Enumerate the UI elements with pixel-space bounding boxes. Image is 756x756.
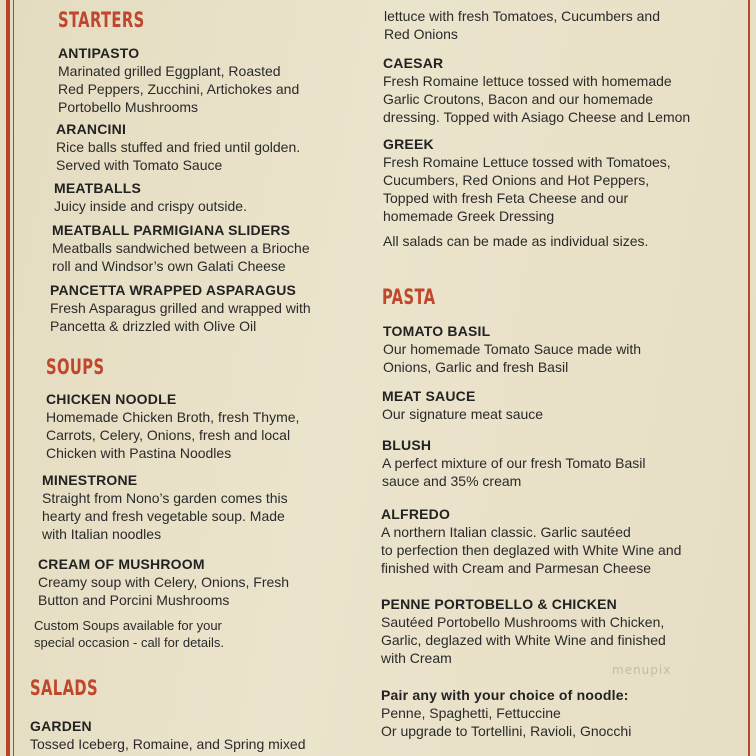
menu-item-greek bbox=[383, 135, 671, 225]
menu-border-left-inner bbox=[13, 0, 14, 756]
item-name: MEATBALL PARMIGIANA SLIDERS bbox=[52, 222, 291, 238]
item-description: Fresh Asparagus grilled and wrapped with Pancetta & drizzled with Olive Oil bbox=[50, 300, 311, 334]
item-name: ALFREDO bbox=[381, 506, 451, 522]
item-name: PANCETTA WRAPPED ASPARAGUS bbox=[50, 282, 297, 298]
item-description: Our signature meat sauce bbox=[382, 406, 544, 422]
item-name: MEAT SAUCE bbox=[382, 388, 476, 404]
item-description: Homemade Chicken Broth, fresh Thyme, Carrots, Celery, Onions, fresh and local Chicken with Pastina Noodles bbox=[46, 409, 300, 461]
item-description: Juicy inside and crispy outside. bbox=[54, 198, 247, 214]
soups-heading: SOUPS bbox=[46, 355, 105, 379]
item-name: BLUSH bbox=[382, 437, 432, 453]
watermark: menupix bbox=[612, 663, 672, 677]
menu-item-meatballs bbox=[54, 179, 247, 215]
noodle-choice bbox=[381, 686, 631, 740]
menu-item-meatball-parmigiana-sliders bbox=[52, 221, 310, 275]
item-name: GREEK bbox=[383, 136, 434, 152]
item-name: PENNE PORTOBELLO & CHICKEN bbox=[381, 596, 617, 612]
salads-note: All salads can be made as individual sizes. bbox=[383, 233, 649, 249]
item-name: TOMATO BASIL bbox=[383, 323, 491, 339]
menu-item-tomato-basil bbox=[383, 322, 641, 376]
soups-note: Custom Soups available for your special occasion - call for details. bbox=[34, 618, 225, 650]
menu-item-cream-of-mushroom bbox=[38, 555, 289, 609]
noodle-choice-heading: Pair any with your choice of noodle: bbox=[381, 687, 629, 703]
menu-item-chicken-noodle bbox=[46, 390, 299, 462]
item-description: Marinated grilled Eggplant, Roasted Red Peppers, Zucchini, Artichokes and Portobello Mushrooms bbox=[58, 63, 300, 115]
item-name: MEATBALLS bbox=[54, 180, 142, 196]
menu-item-blush bbox=[382, 436, 646, 490]
item-description: A perfect mixture of our fresh Tomato Basil sauce and 35% cream bbox=[382, 455, 646, 489]
item-description: Meatballs sandwiched between a Brioche roll and Windsor’s own Galati Cheese bbox=[52, 240, 310, 274]
item-description: Tossed Iceberg, Romaine, and Spring mixed bbox=[30, 736, 306, 752]
item-description: Straight from Nono’s garden comes this hearty and fresh vegetable soup. Made with Italian noodles bbox=[42, 490, 288, 542]
menu-item-penne-portobello-chicken bbox=[381, 595, 666, 667]
item-name: ARANCINI bbox=[56, 121, 127, 137]
item-description: Sautéed Portobello Mushrooms with Chicken, Garlic, deglazed with White Wine and finished with Cream bbox=[381, 614, 666, 666]
menu-item-antipasto bbox=[58, 44, 299, 116]
menu-item-caesar bbox=[383, 54, 690, 126]
menu-item-pancetta-wrapped-asparagus bbox=[50, 281, 311, 335]
starters-heading: STARTERS bbox=[58, 8, 145, 32]
item-description: Our homemade Tomato Sauce made with Onions, Garlic and fresh Basil bbox=[383, 341, 642, 375]
menu-border-right bbox=[748, 0, 750, 756]
pasta-heading: PASTA bbox=[382, 285, 436, 309]
item-description: Creamy soup with Celery, Onions, Fresh Button and Porcini Mushrooms bbox=[38, 574, 290, 608]
item-name: CAESAR bbox=[383, 55, 444, 71]
item-name: MINESTRONE bbox=[42, 472, 138, 488]
menu-item-alfredo bbox=[381, 505, 681, 577]
item-name: CHICKEN NOODLE bbox=[46, 391, 177, 407]
menu-item-garden bbox=[30, 717, 305, 753]
item-description: A northern Italian classic. Garlic sautéed to perfection then deglazed with White Wine and finished with Cream and Parmesan Cheese bbox=[381, 524, 682, 576]
item-name: GARDEN bbox=[30, 718, 92, 734]
noodle-choice-options: Penne, Spaghetti, Fettuccine Or upgrade to Tortellini, Ravioli, Gnocchi bbox=[381, 705, 632, 739]
item-description: Fresh Romaine Lettuce tossed with Tomatoes, Cucumbers, Red Onions and Hot Peppers, Topped with fresh Feta Cheese and our homemade Greek Dressing bbox=[383, 154, 671, 224]
item-description: Fresh Romaine lettuce tossed with homemade Garlic Croutons, Bacon and our homemade dressing. Topped with Asiago Cheese and Lemon bbox=[383, 73, 691, 125]
menu-item-minestrone bbox=[42, 471, 288, 543]
menu-item-arancini bbox=[56, 120, 300, 174]
menu-item-meat-sauce bbox=[382, 387, 543, 423]
item-description: Rice balls stuffed and fried until golden. Served with Tomato Sauce bbox=[56, 139, 301, 173]
garden-description-continued: lettuce with fresh Tomatoes, Cucumbers and Red Onions bbox=[384, 8, 660, 42]
menu-border-left bbox=[6, 0, 10, 756]
salads-heading: SALADS bbox=[30, 676, 99, 700]
item-name: ANTIPASTO bbox=[58, 45, 140, 61]
item-name: CREAM OF MUSHROOM bbox=[38, 556, 205, 572]
